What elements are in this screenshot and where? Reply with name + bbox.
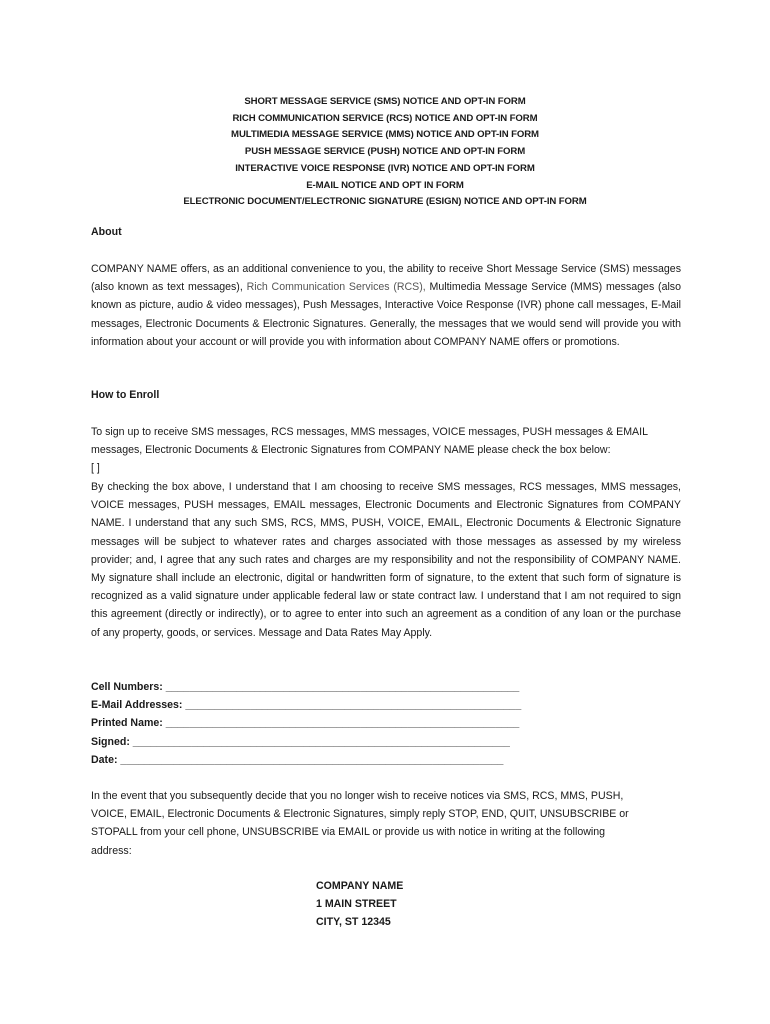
enroll-line-1: To sign up to receive SMS messages, RCS messages, MMS messages, VOICE messages, PUSH messages & EMAIL <box>91 426 648 438</box>
title-ivr: INTERACTIVE VOICE RESPONSE (IVR) NOTICE AND OPT-IN FORM <box>235 162 535 174</box>
title-mms: MULTIMEDIA MESSAGE SERVICE (MMS) NOTICE AND OPT-IN FORM <box>231 129 539 141</box>
address-street: 1 MAIN STREET <box>316 898 397 911</box>
title-esign: ELECTRONIC DOCUMENT/ELECTRONIC SIGNATURE (ESIGN) NOTICE AND OPT-IN FORM <box>183 196 587 208</box>
title-rcs: RICH COMMUNICATION SERVICE (RCS) NOTICE AND OPT-IN FORM <box>232 112 538 124</box>
title-email: E-MAIL NOTICE AND OPT IN FORM <box>306 179 464 191</box>
enroll-line-2: messages, Electronic Documents & Electronic Signatures from COMPANY NAME please check the box below: <box>91 444 611 457</box>
enroll-heading: How to Enroll <box>91 389 160 401</box>
address-city: CITY, ST 12345 <box>316 916 391 929</box>
about-paragraph <box>91 260 681 351</box>
enroll-instructions <box>91 423 681 478</box>
address-company-name: COMPANY NAME <box>316 880 404 892</box>
form-titles <box>0 94 770 211</box>
unsubscribe-paragraph <box>91 787 681 860</box>
unsubscribe-line-2: VOICE, EMAIL, Electronic Documents & Electronic Signatures, simply reply STOP, END, QUIT, UNSUBSCRIBE or <box>91 808 629 821</box>
about-heading: About <box>91 226 122 238</box>
date-field[interactable]: Date: _________________________________________________________________ <box>91 753 504 766</box>
printed-name-field[interactable]: Printed Name: ____________________________________________________________ <box>91 717 520 730</box>
about-text-a: COMPANY NAME offers, as an additional convenience to you, the ability to receive Short Message Service (SMS) messages (also known as text messages), <box>91 263 681 294</box>
unsubscribe-line-3: STOPALL from your cell phone, UNSUBSCRIBE via EMAIL or provide us with notice in writing at the following <box>91 826 606 839</box>
opt-in-checkbox[interactable]: [ ] <box>91 462 100 475</box>
about-text-rcs: Rich Communication Services (RCS), <box>246 281 426 294</box>
company-address <box>316 877 403 932</box>
unsubscribe-line-4: address: <box>91 844 132 857</box>
title-sms: SHORT MESSAGE SERVICE (SMS) NOTICE AND OPT-IN FORM <box>244 96 526 107</box>
signed-field[interactable]: Signed: ________________________________________________________________ <box>91 735 510 748</box>
signup-fields <box>91 678 681 769</box>
unsubscribe-line-1: In the event that you subsequently decide that you no longer wish to receive notices via SMS, RCS, MMS, PUSH, <box>91 790 624 802</box>
cell-numbers-field[interactable]: Cell Numbers: ____________________________________________________________ <box>91 681 520 693</box>
about-text-b: Multimedia Message Service (MMS) messages (also known as picture, audio & video messages), Push Messages, Interactive Voice Response (IVR) phone call messages, E-Mail messages, Electronic Documents & Electronic Signatures. Generally, the messages that we would send will provide you with information about your account or will provide you with information about COMPANY NAME offers or promotions. <box>91 281 681 348</box>
consent-paragraph: By checking the box above, I understand that I am choosing to receive SMS messages, RCS messages, MMS messages, VOICE messages, PUSH messages, EMAIL messages, Electronic Documents and Electronic Signatures from COMPANY NAME. I understand that any such SMS, RCS, MMS, PUSH, VOICE, EMAIL, Electronic Documents & Electronic Signature messages will be subject to whatever rates and charges associated with those messages as assessed by my wireless provider; and, I agree that any such rates and charges are my responsibility and not the responsibility of COMPANY NAME. My signature shall include an electronic, digital or handwritten form of signature, to the extent that such form of signature is recognized as a valid signature under applicable federal law or state contract law. I understand that I am not required to sign this agreement (directly or indirectly), or to agree to enter into such an agreement as a condition of any loan or the purchase of any property, goods, or services. Message and Data Rates May Apply. <box>91 481 681 639</box>
email-addresses-field[interactable]: E-Mail Addresses: _________________________________________________________ <box>91 699 522 712</box>
title-push: PUSH MESSAGE SERVICE (PUSH) NOTICE AND OPT-IN FORM <box>244 146 526 158</box>
